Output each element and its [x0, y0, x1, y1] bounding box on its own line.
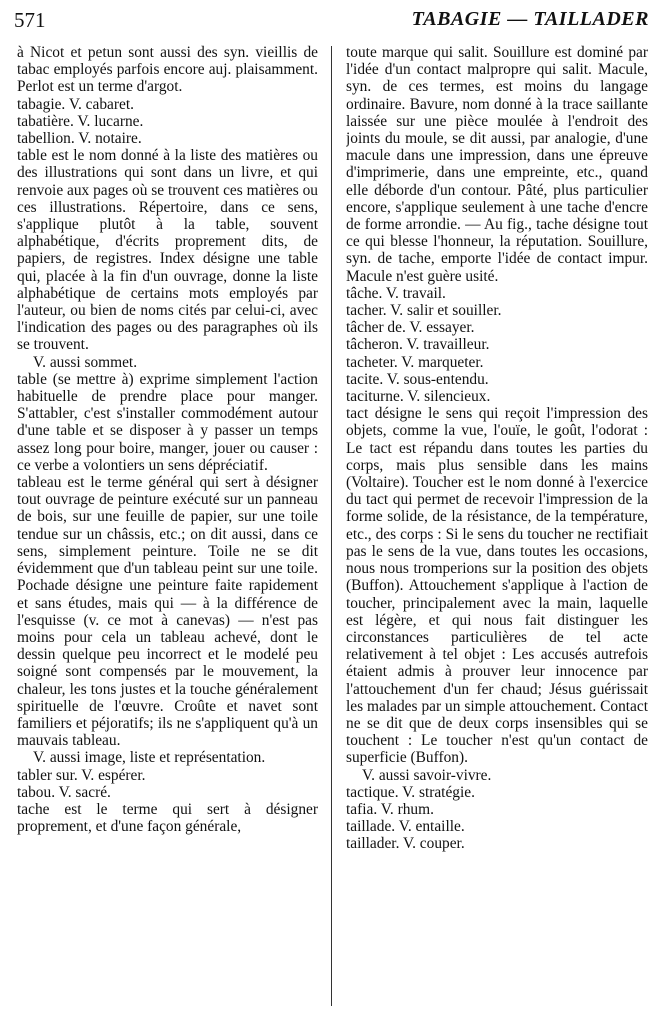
dictionary-entry: tache est le terme qui sert à désigner proprement, et d'une façon générale,: [17, 800, 318, 836]
dictionary-entry: tableau est le terme général qui sert à désigner tout ouvrage de peinture exécuté sur un panneau de bois, sur une feuille de papier, sur une toile tendue sur un châssis, etc.; on dit aussi, dans ce sens, simplement peinture. Toile ne se dit évidemment que d'un tableau peint sur une toile. Pochade désigne une peinture faite rapidement et sans études, mais qui — à la différence de l'esquisse (v. ce mot à canevas) — n'est pas moins pour cela un tableau achevé, dont le dessin quelque peu incorrect et le modelé peu soigné sont compensés par le mouvement, la chaleur, les tons justes et la touche généralement spirituelle de l'œuvre. Croûte et navet sont familiers et péjoratifs; ils ne s'appliquent qu'à un mauvais tableau.: [17, 474, 318, 750]
dictionary-entry: tâcher de. V. essayer.: [346, 319, 475, 337]
page-number: 571: [14, 8, 46, 32]
dictionary-entry: tacher. V. salir et souiller.: [346, 302, 502, 320]
page-header: [14, 8, 649, 34]
dictionary-entry: tacheter. V. marqueter.: [346, 353, 484, 371]
dictionary-entry: taciturne. V. silencieux.: [346, 388, 491, 406]
dictionary-entry: table est le nom donné à la liste des matières ou des illustrations qui sont dans un livre, et qui renvoie aux pages où se trouvent ces matières ou ces illustrations. Répertoire, dans ce sens, s'applique plutôt à la table, souvent alphabétique, d'écrits proprement dits, de papiers, de registres. Index désigne une table qui, placée à la fin d'un ouvrage, donne la liste alphabétique de certains mots employés par l'auteur, ou bien de noms cités par celui-ci, avec l'indication des pages ou des paragraphes où ils se trouvent.: [17, 147, 318, 354]
dictionary-entry: tact désigne le sens qui reçoit l'impression des objets, comme la vue, l'ouïe, le goût, l'odorat : Le tact est répandu dans toutes les parties du corps, mais plus sensible dans les mains (Voltaire). Toucher est le nom donné à l'exercice du tact qui permet de recevoir l'impression de la forme solide, de la résistance, de la température, etc., des corps : Si le sens du toucher ne rectifiait pas le sens de la vue, dans toutes les occasions, nous nous tromperions sur la position des objets (Buffon). Attouchement s'applique à l'action de toucher, principalement avec la main, laquelle est légère, et qui nous fait distinguer les circonstances particulières de tel acte relativement à tel objet : Les accusés autrefois étaient admis à prouver leur innocence par l'attouchement d'un fer chaud; Jésus guérissait les malades par un simple attouchement. Contact ne se dit que de deux corps insensibles qui se touchent : Le toucher n'est qu'un contact de superficie (Buffon).: [346, 405, 648, 767]
dictionary-entry: tâche. V. travail.: [346, 284, 446, 302]
dictionary-entry: tacite. V. sous-entendu.: [346, 370, 489, 388]
entry-continuation: à Nicot et petun sont aussi des syn. vieillis de tabac employés parfois encore auj. plaisamment. Perlot est un terme d'argot.: [17, 44, 318, 96]
dictionary-entry: table (se mettre à) exprime simplement l'action habituelle de prendre place pour manger. S'attabler, c'est s'installer commodément autour d'une table et se disposer à y passer un temps assez long pour boire, manger, jouer ou causer : ce verbe a volontiers un sens dépréciatif.: [17, 370, 318, 474]
see-also: V. aussi savoir-vivre.: [362, 766, 492, 784]
dictionary-entry: tactique. V. stratégie.: [346, 783, 475, 801]
dictionary-entry: tabellion. V. notaire.: [17, 130, 142, 148]
running-head: TABAGIE — TAILLADER: [411, 8, 649, 30]
entry-continuation: toute marque qui salit. Souillure est dominé par l'idée d'un contact malpropre qui salit. Macule, syn. de ces termes, est moins du langage ordinaire. Bavure, nom donné à la trace saillante laissée sur une pièce moulée à l'endroit des joints du moule, se dit aussi, par analogie, d'une macule dans une impression, dans une épreuve d'imprimerie, dans une empreinte, etc., quand elle déborde d'un contour. Pâté, plus particulier encore, s'applique seulement à une tache d'encre de forme arrondie. — Au fig., tache désigne tout ce qui blesse l'honneur, la réputation. Souillure, syn. de tache, emporte l'idée de contact impur. Macule n'est guère usité.: [346, 44, 648, 285]
dictionary-entry: taillade. V. entaille.: [346, 818, 465, 836]
dictionary-entry: tâcheron. V. travailleur.: [346, 336, 490, 354]
dictionary-entry: tafia. V. rhum.: [346, 800, 434, 818]
dictionary-entry: taillader. V. couper.: [346, 835, 465, 853]
see-also: V. aussi sommet.: [33, 353, 138, 371]
left-column: [17, 44, 318, 1010]
right-column: [346, 44, 648, 1010]
dictionary-entry: tabatière. V. lucarne.: [17, 112, 144, 130]
dictionary-entry: tabler sur. V. espérer.: [17, 766, 146, 784]
see-also: V. aussi image, liste et représentation.: [33, 749, 266, 767]
dictionary-entry: tabou. V. sacré.: [17, 783, 111, 801]
dictionary-entry: tabagie. V. cabaret.: [17, 95, 134, 113]
column-divider: [331, 46, 332, 1006]
